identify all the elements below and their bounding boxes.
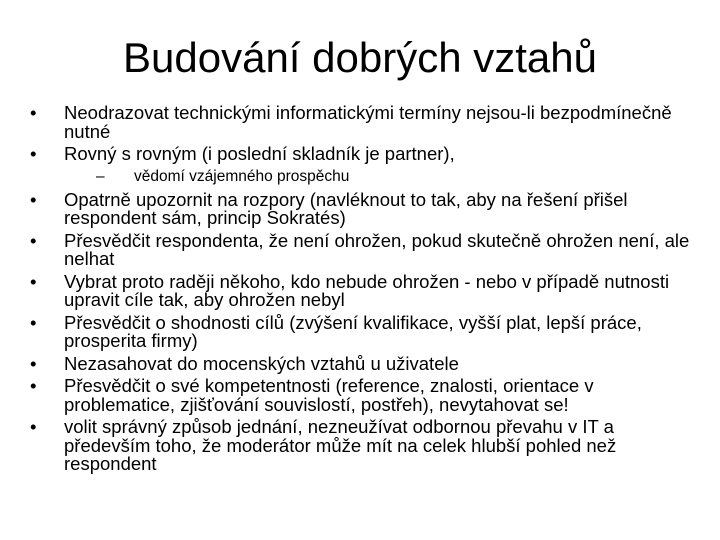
sub-bullet-text: vědomí vzájemného prospěchu <box>134 167 350 185</box>
bullet-text: Vybrat proto raději někoho, kdo nebude ohrožen - nebo v případě nutnosti upravit cíle tak, aby ohrožen nebyl <box>64 270 670 310</box>
bullet-item <box>30 145 702 164</box>
bullet-text: volit správný způsob jednání, nezneužívat odbornou převahu v IT a především toho, že moderátor může mít na celek hlubší pohled než respondent <box>64 416 617 474</box>
bullet-marker: • <box>30 143 37 164</box>
sub-bullet-item <box>30 168 702 185</box>
bullet-marker: • <box>30 102 37 123</box>
bullet-item <box>30 311 702 351</box>
bullet-list <box>30 104 702 478</box>
bullet-text: Přesvědčit o své kompetentnosti (reference, znalosti, orientace v problematice, zjišťování souvislostí, postřeh), nevytahovat se! <box>64 375 594 415</box>
bullet-text: Nezasahovat do mocenských vztahů u uživatele <box>64 352 459 374</box>
bullet-text: Přesvědčit o shodnosti cílů (zvýšení kvalifikace, vyšší plat, lepší práce, prosperita firmy) <box>64 311 642 351</box>
sub-bullet-marker: – <box>96 167 105 185</box>
bullet-marker: • <box>30 416 37 437</box>
bullet-item <box>30 270 702 310</box>
bullet-marker: • <box>30 270 37 292</box>
bullet-item <box>30 377 702 414</box>
bullet-marker: • <box>30 311 37 333</box>
bullet-marker: • <box>30 188 37 210</box>
bullet-marker: • <box>30 229 37 251</box>
bullet-marker: • <box>30 352 37 374</box>
bullet-text: Rovný s rovným (i poslední skladník je partner), <box>64 143 455 164</box>
bullet-text: Opatrně upozornit na rozpory (navléknout to tak, aby na řešení přišel respondent sám, princip Sokratés) <box>64 188 628 228</box>
bullet-item <box>30 104 702 141</box>
bullet-item <box>30 229 702 269</box>
slide-title: Budování dobrých vztahů <box>123 34 597 81</box>
bullet-item <box>30 352 702 374</box>
bullet-text: Neodrazovat technickými informatickými termíny nejsou-li bezpodmínečně nutné <box>64 102 672 142</box>
bullet-item <box>30 188 702 228</box>
bullet-marker: • <box>30 375 37 396</box>
bullet-item <box>30 418 702 474</box>
bullet-text: Přesvědčit respondenta, že není ohrožen, pokud skutečně ohrožen není, ale nelhat <box>64 229 690 269</box>
